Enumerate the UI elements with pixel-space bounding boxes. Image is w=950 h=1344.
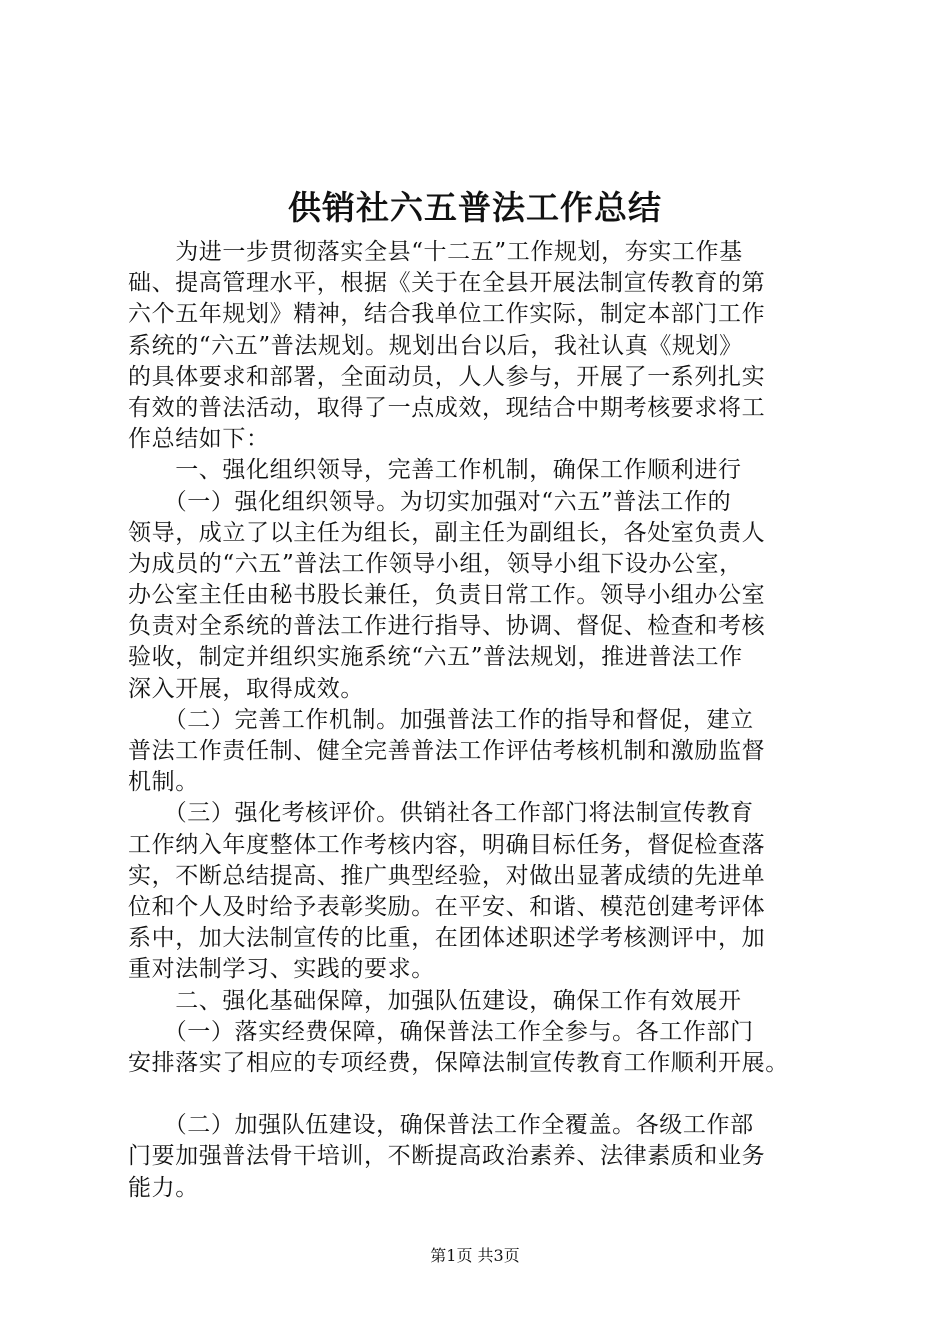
body-line: （三）强化考核评价。供销社各工作部门将法制宣传教育 bbox=[128, 800, 754, 827]
body-line: （一）落实经费保障，确保普法工作全参与。各工作部门 bbox=[128, 1018, 754, 1045]
body-line: 门要加强普法骨干培训，不断提高政治素养、法律素质和业务 bbox=[128, 1143, 766, 1170]
body-line: 负责对全系统的普法工作进行指导、协调、督促、检查和考核 bbox=[128, 613, 766, 640]
body-line: 有效的普法活动，取得了一点成效，现结合中期考核要求将工 bbox=[128, 394, 766, 421]
body-line: 重对法制学习、实践的要求。 bbox=[128, 956, 435, 983]
body-line: 础、提高管理水平，根据《关于在全县开展法制宣传教育的第 bbox=[128, 270, 766, 297]
body-line: 安排落实了相应的专项经费，保障法制宣传教育工作顺利开展。 bbox=[128, 1049, 789, 1076]
body-line: 工作纳入年度整体工作考核内容，明确目标任务，督促检查落 bbox=[128, 831, 766, 858]
body-line: 办公室主任由秘书股长兼任，负责日常工作。领导小组办公室 bbox=[128, 582, 766, 609]
body-line: 验收，制定并组织实施系统“六五”普法规划，推进普法工作 bbox=[128, 644, 743, 671]
body-line: （二）加强队伍建设，确保普法工作全覆盖。各级工作部 bbox=[128, 1112, 754, 1139]
page-footer: 第1页 共3页 bbox=[430, 1246, 520, 1265]
body-line: 二、强化基础保障，加强队伍建设，确保工作有效展开 bbox=[128, 987, 742, 1014]
body-line: 普法工作责任制、健全完善普法工作评估考核机制和激励监督 bbox=[128, 738, 766, 764]
body-line: 为进一步贯彻落实全县“十二五”工作规划，夯实工作基 bbox=[128, 239, 743, 265]
body-line: 深入开展，取得成效。 bbox=[128, 675, 364, 702]
body-line: 机制。 bbox=[128, 769, 199, 796]
document-body bbox=[128, 237, 852, 1204]
blank-line bbox=[128, 1079, 852, 1110]
body-line: 能力。 bbox=[128, 1174, 199, 1201]
body-line: （二）完善工作机制。加强普法工作的指导和督促，建立 bbox=[128, 706, 754, 733]
document-title: 供销社六五普法工作总结 bbox=[288, 188, 662, 227]
body-line: （一）强化组织领导。为切实加强对“六五”普法工作的 bbox=[128, 488, 732, 515]
body-line: 系中，加大法制宣传的比重，在团体述职述学考核测评中，加 bbox=[128, 925, 766, 952]
body-line: 一、强化组织领导，完善工作机制，确保工作顺利进行 bbox=[128, 457, 742, 484]
body-line: 为成员的“六五”普法工作领导小组，领导小组下设办公室， bbox=[128, 550, 743, 577]
body-line: 系统的“六五”普法规划。规划出台以后，我社认真《规划》 bbox=[128, 332, 743, 359]
body-line: 实，不断总结提高、推广典型经验，对做出显著成绩的先进单 bbox=[128, 862, 766, 889]
body-line: 领导，成立了以主任为组长，副主任为副组长，各处室负责人 bbox=[128, 519, 766, 546]
body-line: 位和个人及时给予表彰奖励。在平安、和谐、模范创建考评体 bbox=[128, 893, 766, 920]
body-line: 作总结如下： bbox=[128, 426, 270, 453]
body-line: 的具体要求和部署，全面动员，人人参与，开展了一系列扎实 bbox=[128, 363, 766, 390]
body-line: 六个五年规划》精神，结合我单位工作实际，制定本部门工作 bbox=[128, 301, 766, 328]
